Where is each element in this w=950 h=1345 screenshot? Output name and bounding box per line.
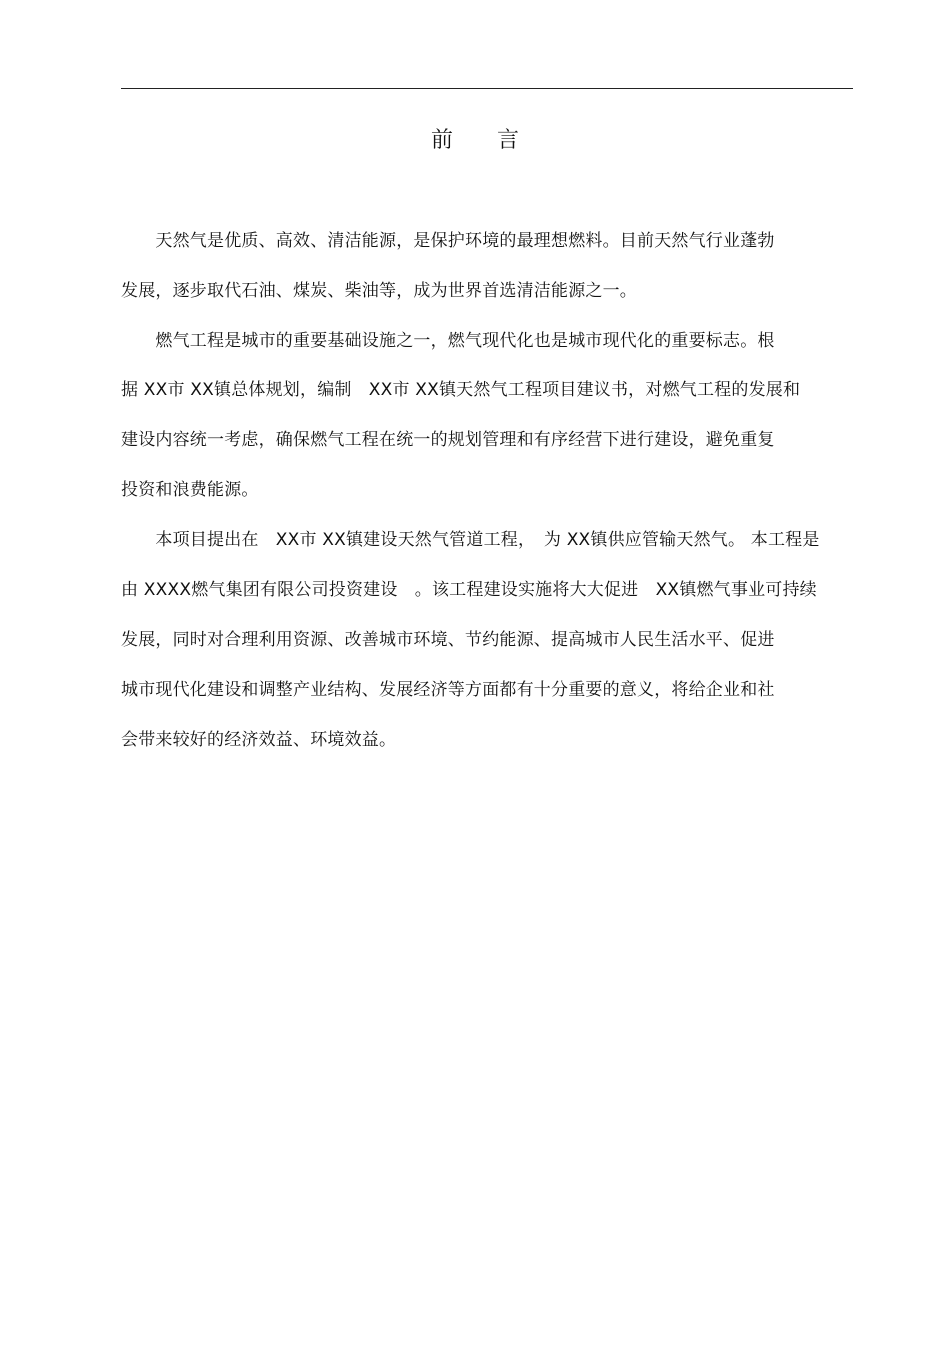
- paragraph-3-line-1: 本项目提出在 XX市 XX镇建设天然气管道工程， 为 XX镇供应管输天然气。 本工程是: [121, 530, 820, 550]
- paragraph-3-line-2: 由 XXXX燃气集团有限公司投资建设 。该工程建设实施将大大促进 XX镇燃气事业可持续: [121, 580, 817, 600]
- paragraph-2-line-2: 据 XX市 XX镇总体规划，编制 XX市 XX镇天然气工程项目建议书，对燃气工程的发展和: [121, 380, 801, 400]
- paragraph-3-line-5: 会带来较好的经济效益、环境效益。: [121, 730, 397, 750]
- paragraph-3-line-3: 发展，同时对合理利用资源、改善城市环境、节约能源、提高城市人民生活水平、促进: [121, 630, 775, 650]
- paragraph-2-line-1: 燃气工程是城市的重要基础设施之一，燃气现代化也是城市现代化的重要标志。根: [121, 331, 775, 351]
- page-title: 前 言: [430, 128, 519, 153]
- paragraph-2-line-3: 建设内容统一考虑，确保燃气工程在统一的规划管理和有序经营下进行建设，避免重复: [121, 430, 775, 450]
- paragraph-1-line-2: 发展，逐步取代石油、煤炭、柴油等，成为世界首选清洁能源之一。: [121, 281, 637, 301]
- paragraph-3-line-4: 城市现代化建设和调整产业结构、发展经济等方面都有十分重要的意义，将给企业和社: [121, 680, 775, 700]
- header-rule: [121, 88, 853, 89]
- paragraph-2-line-4: 投资和浪费能源。: [121, 480, 259, 500]
- paragraph-1-line-1: 天然气是优质、高效、清洁能源，是保护环境的最理想燃料。目前天然气行业蓬勃: [121, 231, 775, 251]
